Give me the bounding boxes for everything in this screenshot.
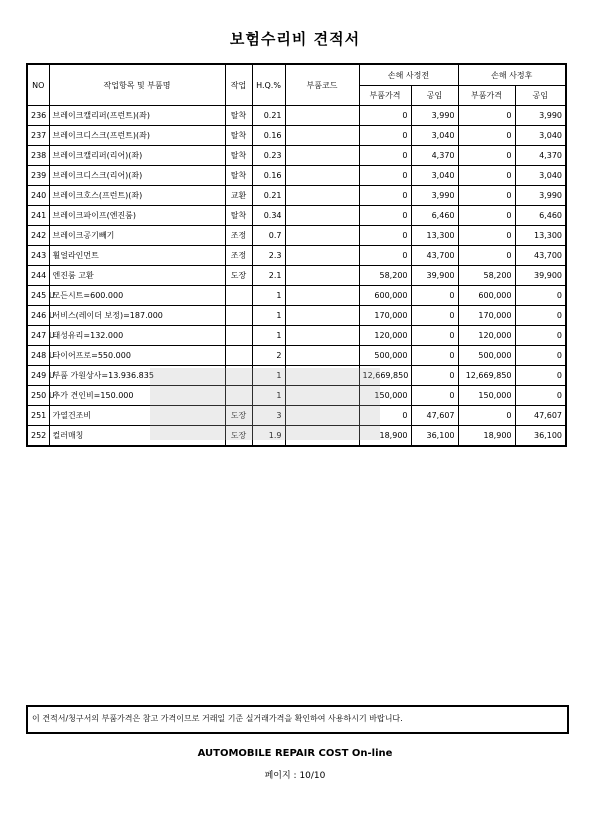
row-hq: 0.21 [252, 106, 285, 126]
table-row [27, 146, 566, 166]
row-before-labor: 6,460 [411, 206, 458, 226]
row-after-labor: 36,100 [515, 426, 566, 447]
row-after-labor: 3,990 [515, 106, 566, 126]
table-row [27, 366, 566, 386]
row-no: 247 U [27, 326, 49, 346]
table-row [27, 246, 566, 266]
header-part-code: 부품코드 [285, 64, 359, 106]
header-after-parts-price: 부품가격 [458, 86, 515, 106]
header-hq: H.Q.% [252, 64, 285, 106]
row-no: 242 [27, 226, 49, 246]
row-work: 도장 [225, 266, 252, 286]
row-part-code [285, 346, 359, 366]
row-item: 브레이크디스크(프런트)(좌) [49, 126, 225, 146]
row-item: 태성유리=132.000 [49, 326, 225, 346]
row-work [225, 346, 252, 366]
row-before-labor: 3,040 [411, 166, 458, 186]
row-before-parts-price: 0 [359, 146, 411, 166]
row-part-code [285, 146, 359, 166]
row-after-parts-price: 0 [458, 246, 515, 266]
row-part-code [285, 186, 359, 206]
row-no: 241 [27, 206, 49, 226]
header-no: NO [27, 64, 49, 106]
row-item: 컬러매칭 [49, 426, 225, 447]
row-before-labor: 0 [411, 346, 458, 366]
row-no: 236 [27, 106, 49, 126]
row-part-code [285, 326, 359, 346]
row-after-labor: 4,370 [515, 146, 566, 166]
table-row [27, 106, 566, 126]
row-after-parts-price: 0 [458, 146, 515, 166]
row-part-code [285, 286, 359, 306]
row-after-parts-price: 170,000 [458, 306, 515, 326]
table-row [27, 286, 566, 306]
row-hq: 2 [252, 346, 285, 366]
row-work: 조정 [225, 246, 252, 266]
row-item: 휠얼라인먼트 [49, 246, 225, 266]
row-after-labor: 0 [515, 386, 566, 406]
header-item: 작업항목 및 부품명 [49, 64, 225, 106]
row-part-code [285, 246, 359, 266]
row-hq: 2.3 [252, 246, 285, 266]
row-part-code [285, 406, 359, 426]
row-work [225, 326, 252, 346]
row-after-parts-price: 0 [458, 166, 515, 186]
row-before-parts-price: 600,000 [359, 286, 411, 306]
row-no: 250 U [27, 386, 49, 406]
row-item: 브레이크디스크(리어)(좌) [49, 166, 225, 186]
row-hq: 2.1 [252, 266, 285, 286]
header-before-labor: 공임 [411, 86, 458, 106]
header-before-adjustment: 손해 사정전 [359, 64, 458, 86]
row-work: 탈착 [225, 206, 252, 226]
row-before-parts-price: 0 [359, 126, 411, 146]
row-item: 모든시트=600.000 [49, 286, 225, 306]
row-before-labor: 39,900 [411, 266, 458, 286]
row-before-parts-price: 500,000 [359, 346, 411, 366]
row-item: 브레이크캘리퍼(리어)(좌) [49, 146, 225, 166]
row-before-labor: 0 [411, 386, 458, 406]
row-hq: 0.16 [252, 166, 285, 186]
row-after-labor: 43,700 [515, 246, 566, 266]
row-work: 도장 [225, 406, 252, 426]
row-item: 브레이크공기빼기 [49, 226, 225, 246]
header-after-adjustment: 손해 사정후 [458, 64, 566, 86]
row-work: 탈착 [225, 146, 252, 166]
row-no: 248 U [27, 346, 49, 366]
row-no: 237 [27, 126, 49, 146]
table-row [27, 306, 566, 326]
row-hq: 1 [252, 326, 285, 346]
row-after-parts-price: 150,000 [458, 386, 515, 406]
row-before-labor: 43,700 [411, 246, 458, 266]
row-before-labor: 3,040 [411, 126, 458, 146]
row-after-parts-price: 0 [458, 106, 515, 126]
row-after-labor: 0 [515, 286, 566, 306]
row-part-code [285, 166, 359, 186]
row-after-parts-price: 0 [458, 226, 515, 246]
row-no: 244 [27, 266, 49, 286]
row-after-parts-price: 600,000 [458, 286, 515, 306]
row-before-parts-price: 12,669,850 [359, 366, 411, 386]
row-item: 브레이크캘리퍼(프런트)(좌) [49, 106, 225, 126]
row-no: 239 [27, 166, 49, 186]
estimate-table [26, 63, 567, 447]
row-no: 251 [27, 406, 49, 426]
row-before-parts-price: 0 [359, 246, 411, 266]
row-item: 엔진룸 고환 [49, 266, 225, 286]
row-hq: 0.7 [252, 226, 285, 246]
table-row [27, 226, 566, 246]
row-after-parts-price: 0 [458, 126, 515, 146]
row-part-code [285, 366, 359, 386]
row-before-parts-price: 150,000 [359, 386, 411, 406]
row-part-code [285, 426, 359, 447]
row-part-code [285, 206, 359, 226]
row-no: 249 U [27, 366, 49, 386]
row-after-parts-price: 120,000 [458, 326, 515, 346]
table-row [27, 326, 566, 346]
row-hq: 0.34 [252, 206, 285, 226]
header-after-labor: 공임 [515, 86, 566, 106]
notice-box: 이 견적서/청구서의 부품가격은 참고 가격이므로 거래일 기준 실거래가격을 확인하여 사용하시기 바랍니다. [26, 705, 569, 734]
footer-title: AUTOMOBILE REPAIR COST On-line [197, 748, 393, 759]
row-part-code [285, 266, 359, 286]
row-work: 교환 [225, 186, 252, 206]
page-number: 페이지 : 10/10 [264, 771, 326, 781]
row-part-code [285, 386, 359, 406]
row-before-labor: 0 [411, 366, 458, 386]
row-no: 246 U [27, 306, 49, 326]
row-before-parts-price: 170,000 [359, 306, 411, 326]
row-part-code [285, 306, 359, 326]
row-after-labor: 0 [515, 366, 566, 386]
page-title: 보험수리비 견적서 [229, 30, 361, 48]
row-before-labor: 3,990 [411, 106, 458, 126]
row-before-parts-price: 120,000 [359, 326, 411, 346]
row-work: 탈착 [225, 106, 252, 126]
row-hq: 1.9 [252, 426, 285, 447]
table-body [27, 106, 566, 447]
row-before-parts-price: 58,200 [359, 266, 411, 286]
row-item: 브레이크파이프(엔진룸) [49, 206, 225, 226]
table-row [27, 126, 566, 146]
row-hq: 1 [252, 306, 285, 326]
row-work: 조정 [225, 226, 252, 246]
row-after-labor: 3,990 [515, 186, 566, 206]
row-item: 브레이크호스(프런트)(좌) [49, 186, 225, 206]
row-item: 부품 가원상사=13.936.835 [49, 366, 225, 386]
row-after-labor: 6,460 [515, 206, 566, 226]
table-row [27, 166, 566, 186]
row-before-labor: 4,370 [411, 146, 458, 166]
row-before-parts-price: 0 [359, 406, 411, 426]
row-after-parts-price: 58,200 [458, 266, 515, 286]
row-after-labor: 39,900 [515, 266, 566, 286]
row-work [225, 386, 252, 406]
row-after-labor: 3,040 [515, 166, 566, 186]
row-hq: 0.21 [252, 186, 285, 206]
row-after-labor: 0 [515, 346, 566, 366]
row-item: 타이어프로=550.000 [49, 346, 225, 366]
row-work: 탈착 [225, 166, 252, 186]
row-after-labor: 0 [515, 326, 566, 346]
row-item: 가열건조비 [49, 406, 225, 426]
row-hq: 0.23 [252, 146, 285, 166]
row-work [225, 286, 252, 306]
row-no: 243 [27, 246, 49, 266]
table-row [27, 426, 566, 447]
row-work [225, 366, 252, 386]
row-before-parts-price: 0 [359, 186, 411, 206]
row-part-code [285, 126, 359, 146]
row-before-parts-price: 0 [359, 106, 411, 126]
table-row [27, 346, 566, 366]
row-before-labor: 0 [411, 286, 458, 306]
row-no: 240 [27, 186, 49, 206]
row-no: 252 [27, 426, 49, 447]
row-before-labor: 13,300 [411, 226, 458, 246]
row-after-parts-price: 0 [458, 186, 515, 206]
row-after-labor: 13,300 [515, 226, 566, 246]
row-item: 추가 견인비=150.000 [49, 386, 225, 406]
row-no: 245 U [27, 286, 49, 306]
table-row [27, 386, 566, 406]
row-after-parts-price: 18,900 [458, 426, 515, 447]
row-after-parts-price: 0 [458, 406, 515, 426]
header-work: 작업 [225, 64, 252, 106]
table-row [27, 206, 566, 226]
row-work: 탈착 [225, 126, 252, 146]
row-after-parts-price: 0 [458, 206, 515, 226]
row-before-parts-price: 0 [359, 206, 411, 226]
row-after-labor: 0 [515, 306, 566, 326]
row-before-labor: 0 [411, 326, 458, 346]
row-hq: 1 [252, 286, 285, 306]
row-before-labor: 3,990 [411, 186, 458, 206]
row-hq: 3 [252, 406, 285, 426]
row-after-parts-price: 500,000 [458, 346, 515, 366]
table-header [27, 64, 566, 106]
row-work [225, 306, 252, 326]
row-before-parts-price: 0 [359, 166, 411, 186]
row-no: 238 [27, 146, 49, 166]
row-before-labor: 0 [411, 306, 458, 326]
header-before-parts-price: 부품가격 [359, 86, 411, 106]
row-before-parts-price: 0 [359, 226, 411, 246]
row-part-code [285, 226, 359, 246]
row-before-parts-price: 18,900 [359, 426, 411, 447]
table-row [27, 266, 566, 286]
row-before-labor: 36,100 [411, 426, 458, 447]
row-hq: 1 [252, 386, 285, 406]
row-hq: 1 [252, 366, 285, 386]
table-row [27, 406, 566, 426]
row-before-labor: 47,607 [411, 406, 458, 426]
row-after-parts-price: 12,669,850 [458, 366, 515, 386]
row-item: 서비스(레이더 보정)=187.000 [49, 306, 225, 326]
row-after-labor: 47,607 [515, 406, 566, 426]
row-part-code [285, 106, 359, 126]
table-row [27, 186, 566, 206]
row-work: 도장 [225, 426, 252, 447]
row-hq: 0.16 [252, 126, 285, 146]
row-after-labor: 3,040 [515, 126, 566, 146]
